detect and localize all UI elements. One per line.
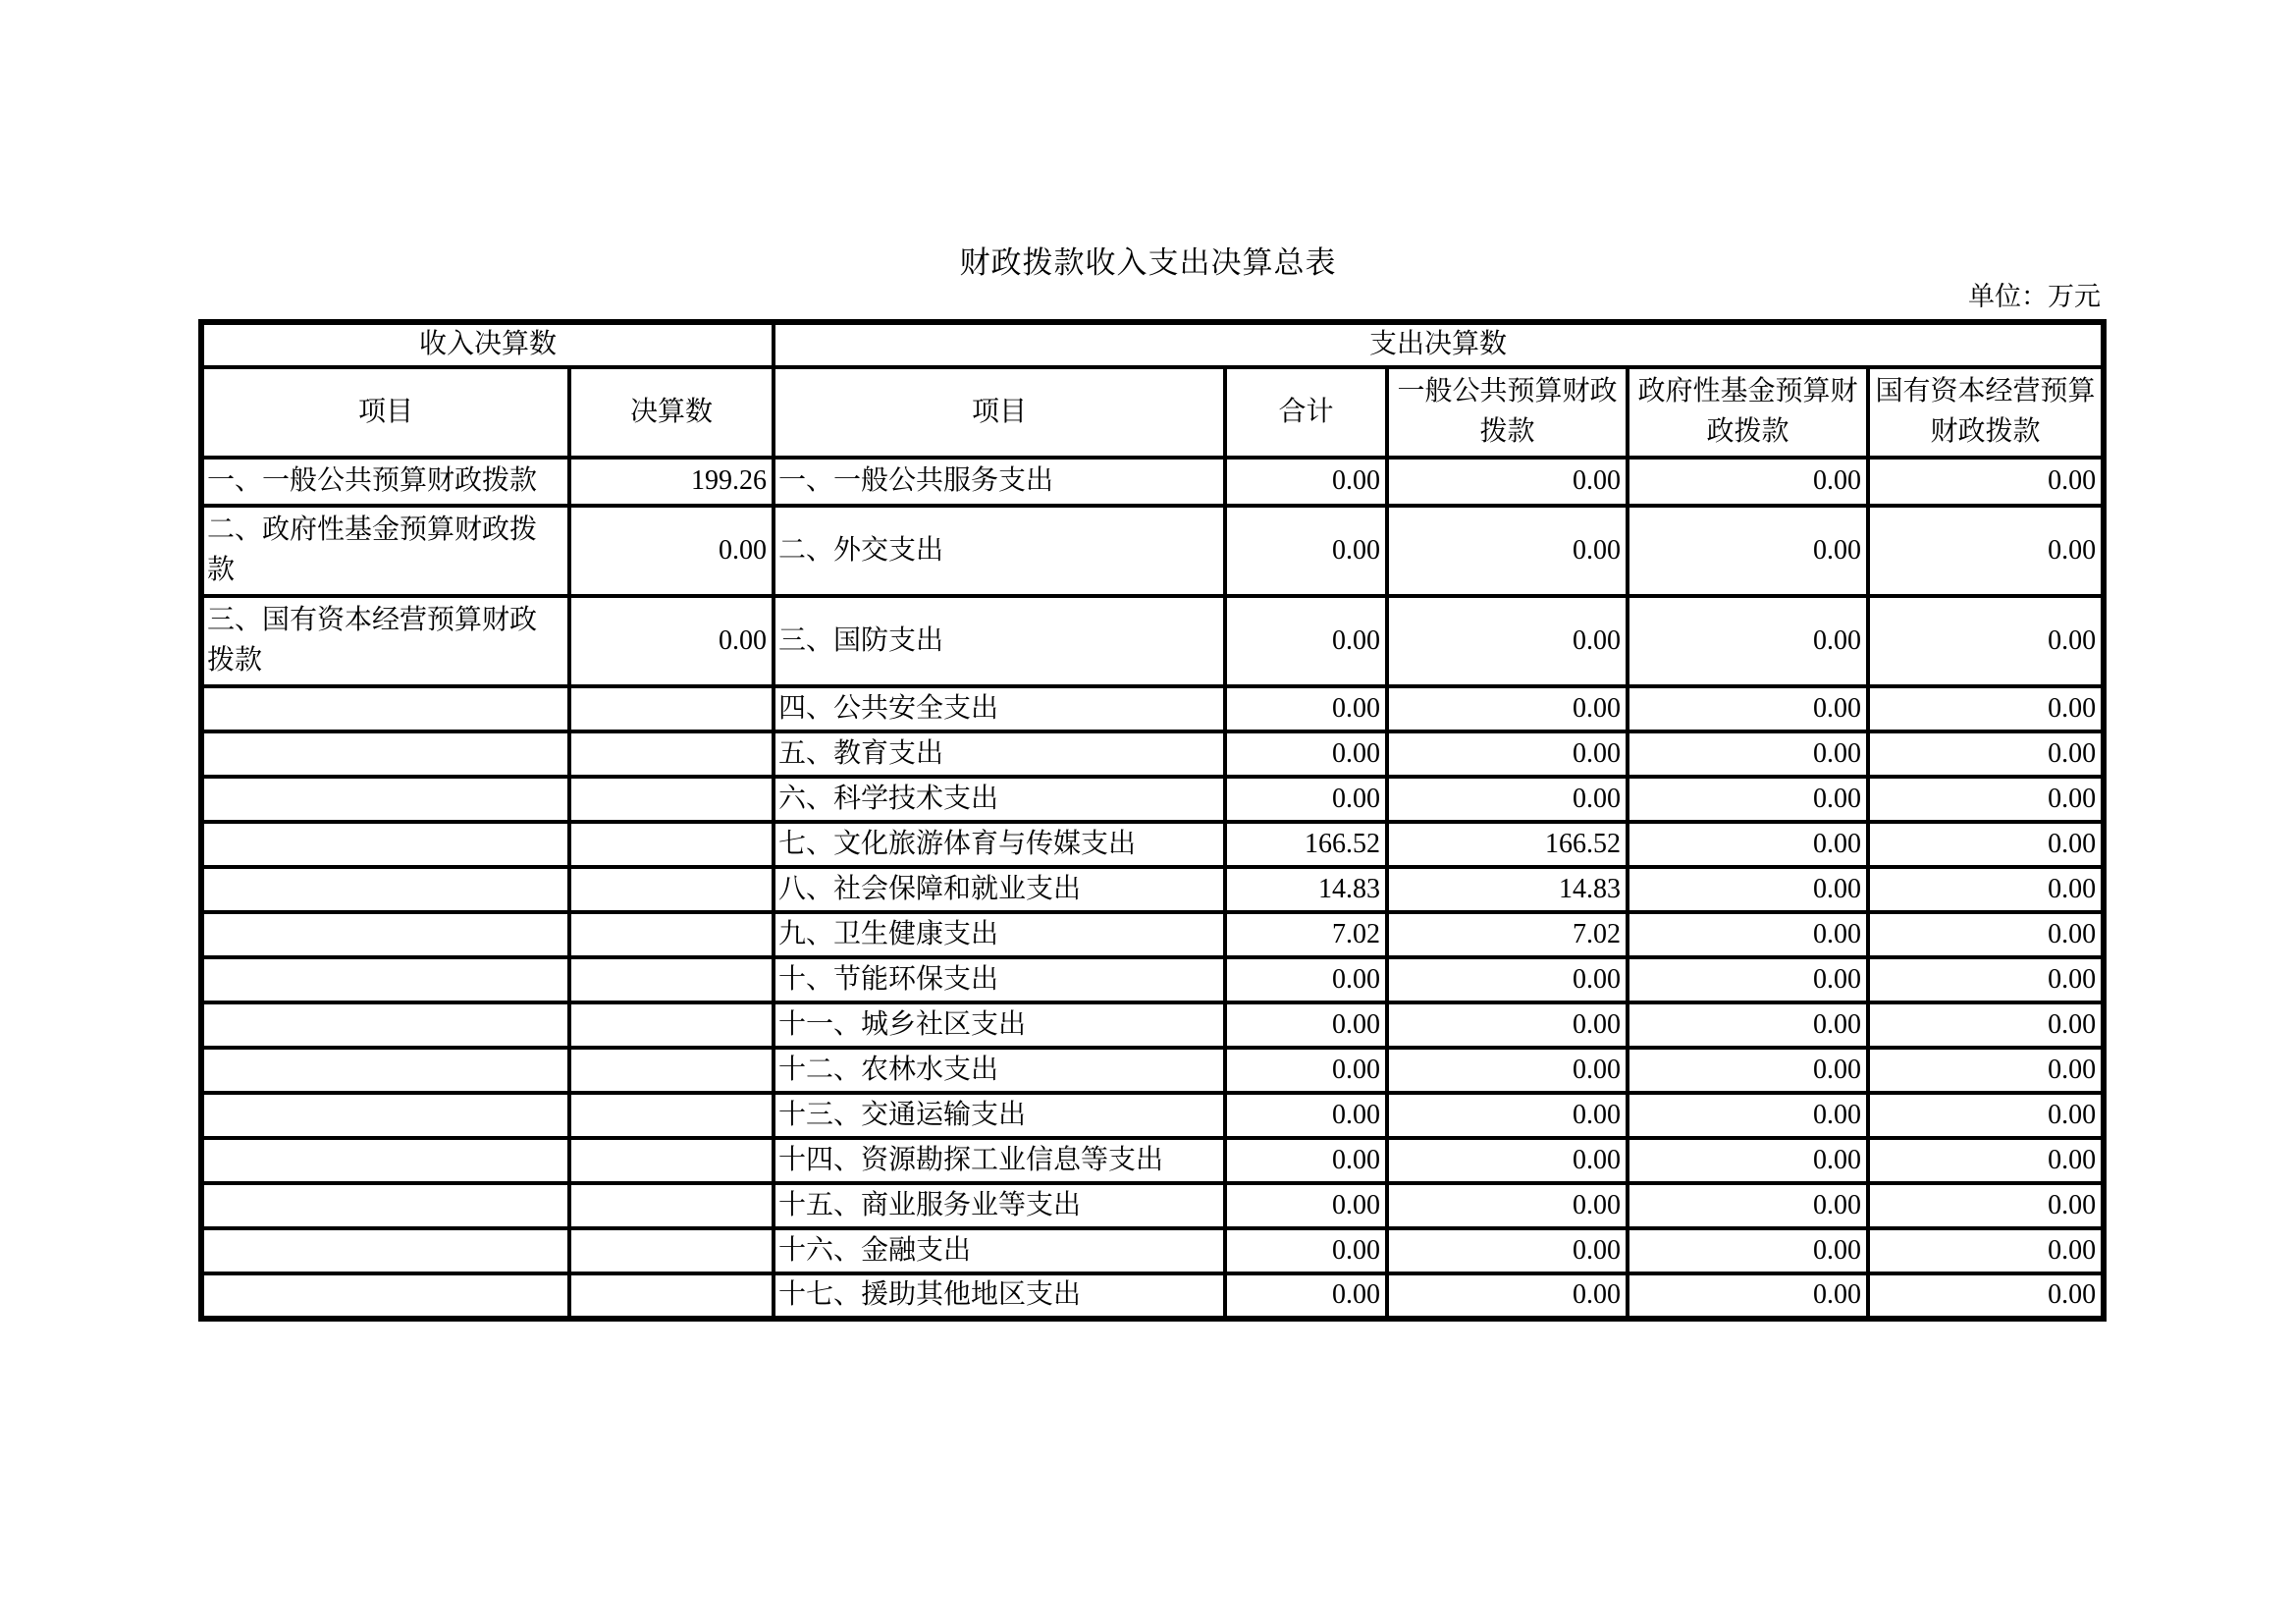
expense-item-cell: 四、公共安全支出 <box>774 686 1225 731</box>
income-item-cell: 一、一般公共预算财政拨款 <box>201 458 569 506</box>
income-amount-cell <box>569 1138 774 1183</box>
table-row <box>201 1183 2104 1228</box>
government-fund-cell: 0.00 <box>1628 912 1868 957</box>
expense-item-cell: 十、节能环保支出 <box>774 957 1225 1002</box>
state-capital-cell: 0.00 <box>1868 867 2104 912</box>
income-item-cell <box>201 1228 569 1273</box>
government-fund-cell: 0.00 <box>1628 957 1868 1002</box>
income-item-cell <box>201 957 569 1002</box>
total-cell: 0.00 <box>1225 1048 1387 1093</box>
government-fund-cell: 0.00 <box>1628 596 1868 686</box>
col-header-government-fund-budget: 政府性基金预算财政拨款 <box>1628 367 1868 458</box>
total-cell: 0.00 <box>1225 1138 1387 1183</box>
table-row <box>201 777 2104 822</box>
income-item-cell <box>201 1138 569 1183</box>
income-item-cell <box>201 1048 569 1093</box>
income-item-cell <box>201 1183 569 1228</box>
general-public-cell: 166.52 <box>1387 822 1628 867</box>
income-section-header: 收入决算数 <box>201 322 774 367</box>
col-header-total: 合计 <box>1225 367 1387 458</box>
income-amount-cell <box>569 1093 774 1138</box>
general-public-cell: 0.00 <box>1387 1093 1628 1138</box>
government-fund-cell: 0.00 <box>1628 1273 1868 1319</box>
expense-item-cell: 十一、城乡社区支出 <box>774 1002 1225 1048</box>
col-header-general-public-budget: 一般公共预算财政拨款 <box>1387 367 1628 458</box>
total-cell: 14.83 <box>1225 867 1387 912</box>
state-capital-cell: 0.00 <box>1868 1228 2104 1273</box>
general-public-cell: 0.00 <box>1387 1048 1628 1093</box>
col-header-income-item: 项目 <box>201 367 569 458</box>
expense-item-cell: 十五、商业服务业等支出 <box>774 1183 1225 1228</box>
government-fund-cell: 0.00 <box>1628 1228 1868 1273</box>
table-row <box>201 1002 2104 1048</box>
income-amount-cell <box>569 731 774 777</box>
table-row <box>201 822 2104 867</box>
total-cell: 7.02 <box>1225 912 1387 957</box>
table-row <box>201 686 2104 731</box>
income-amount-cell <box>569 777 774 822</box>
expense-section-header: 支出决算数 <box>774 322 2104 367</box>
col-header-expense-item: 项目 <box>774 367 1225 458</box>
column-header-row <box>201 367 2104 458</box>
state-capital-cell: 0.00 <box>1868 686 2104 731</box>
state-capital-cell: 0.00 <box>1868 1273 2104 1319</box>
income-item-cell <box>201 867 569 912</box>
total-cell: 0.00 <box>1225 777 1387 822</box>
total-cell: 0.00 <box>1225 957 1387 1002</box>
fiscal-summary-table <box>198 319 2107 1322</box>
table-row <box>201 506 2104 596</box>
expense-item-cell: 七、文化旅游体育与传媒支出 <box>774 822 1225 867</box>
expense-item-cell: 十六、金融支出 <box>774 1228 1225 1273</box>
table-header <box>201 322 2104 458</box>
government-fund-cell: 0.00 <box>1628 1183 1868 1228</box>
table-body <box>201 458 2104 1319</box>
income-amount-cell <box>569 957 774 1002</box>
state-capital-cell: 0.00 <box>1868 1048 2104 1093</box>
income-amount-cell <box>569 1228 774 1273</box>
income-amount-cell <box>569 1048 774 1093</box>
col-header-state-capital-budget: 国有资本经营预算财政拨款 <box>1868 367 2104 458</box>
total-cell: 0.00 <box>1225 1228 1387 1273</box>
table-row <box>201 1138 2104 1183</box>
total-cell: 0.00 <box>1225 506 1387 596</box>
general-public-cell: 0.00 <box>1387 596 1628 686</box>
total-cell: 0.00 <box>1225 731 1387 777</box>
expense-item-cell: 六、科学技术支出 <box>774 777 1225 822</box>
income-amount-cell <box>569 1273 774 1319</box>
state-capital-cell: 0.00 <box>1868 458 2104 506</box>
total-cell: 0.00 <box>1225 1093 1387 1138</box>
general-public-cell: 0.00 <box>1387 1228 1628 1273</box>
table-row <box>201 596 2104 686</box>
expense-item-cell: 八、社会保障和就业支出 <box>774 867 1225 912</box>
government-fund-cell: 0.00 <box>1628 1048 1868 1093</box>
income-amount-cell <box>569 1183 774 1228</box>
total-cell: 0.00 <box>1225 1002 1387 1048</box>
state-capital-cell: 0.00 <box>1868 731 2104 777</box>
general-public-cell: 0.00 <box>1387 1002 1628 1048</box>
government-fund-cell: 0.00 <box>1628 867 1868 912</box>
income-amount-cell: 0.00 <box>569 596 774 686</box>
income-amount-cell <box>569 1002 774 1048</box>
state-capital-cell: 0.00 <box>1868 777 2104 822</box>
expense-item-cell: 十七、援助其他地区支出 <box>774 1273 1225 1319</box>
income-item-cell: 三、国有资本经营预算财政拨款 <box>201 596 569 686</box>
table-row <box>201 1228 2104 1273</box>
government-fund-cell: 0.00 <box>1628 686 1868 731</box>
table-row <box>201 1093 2104 1138</box>
unit-label: 单位：万元 <box>1968 282 2101 311</box>
section-header-row <box>201 322 2104 367</box>
expense-item-cell: 五、教育支出 <box>774 731 1225 777</box>
income-item-cell <box>201 912 569 957</box>
expense-item-cell: 一、一般公共服务支出 <box>774 458 1225 506</box>
income-item-cell <box>201 686 569 731</box>
expense-item-cell: 九、卫生健康支出 <box>774 912 1225 957</box>
general-public-cell: 0.00 <box>1387 731 1628 777</box>
income-amount-cell <box>569 822 774 867</box>
table-row <box>201 957 2104 1002</box>
col-header-income-amount: 决算数 <box>569 367 774 458</box>
income-item-cell: 二、政府性基金预算财政拨款 <box>201 506 569 596</box>
government-fund-cell: 0.00 <box>1628 458 1868 506</box>
income-item-cell <box>201 822 569 867</box>
expense-item-cell: 二、外交支出 <box>774 506 1225 596</box>
table-row <box>201 867 2104 912</box>
income-item-cell <box>201 1002 569 1048</box>
government-fund-cell: 0.00 <box>1628 506 1868 596</box>
government-fund-cell: 0.00 <box>1628 1138 1868 1183</box>
income-amount-cell: 199.26 <box>569 458 774 506</box>
government-fund-cell: 0.00 <box>1628 777 1868 822</box>
general-public-cell: 0.00 <box>1387 458 1628 506</box>
page-title: 财政拨款收入支出决算总表 <box>959 245 1337 280</box>
total-cell: 0.00 <box>1225 686 1387 731</box>
general-public-cell: 0.00 <box>1387 686 1628 731</box>
general-public-cell: 0.00 <box>1387 1273 1628 1319</box>
expense-item-cell: 十三、交通运输支出 <box>774 1093 1225 1138</box>
state-capital-cell: 0.00 <box>1868 596 2104 686</box>
government-fund-cell: 0.00 <box>1628 731 1868 777</box>
income-amount-cell <box>569 912 774 957</box>
income-item-cell <box>201 1093 569 1138</box>
table-row <box>201 731 2104 777</box>
total-cell: 166.52 <box>1225 822 1387 867</box>
income-amount-cell: 0.00 <box>569 506 774 596</box>
general-public-cell: 0.00 <box>1387 777 1628 822</box>
government-fund-cell: 0.00 <box>1628 822 1868 867</box>
income-item-cell <box>201 1273 569 1319</box>
general-public-cell: 14.83 <box>1387 867 1628 912</box>
general-public-cell: 0.00 <box>1387 1183 1628 1228</box>
expense-item-cell: 十四、资源勘探工业信息等支出 <box>774 1138 1225 1183</box>
state-capital-cell: 0.00 <box>1868 1183 2104 1228</box>
income-item-cell <box>201 731 569 777</box>
state-capital-cell: 0.00 <box>1868 506 2104 596</box>
table-row <box>201 1273 2104 1319</box>
state-capital-cell: 0.00 <box>1868 1002 2104 1048</box>
expense-item-cell: 十二、农林水支出 <box>774 1048 1225 1093</box>
table-row <box>201 1048 2104 1093</box>
state-capital-cell: 0.00 <box>1868 957 2104 1002</box>
general-public-cell: 0.00 <box>1387 1138 1628 1183</box>
table-row <box>201 912 2104 957</box>
general-public-cell: 7.02 <box>1387 912 1628 957</box>
state-capital-cell: 0.00 <box>1868 822 2104 867</box>
state-capital-cell: 0.00 <box>1868 1138 2104 1183</box>
government-fund-cell: 0.00 <box>1628 1002 1868 1048</box>
income-amount-cell <box>569 686 774 731</box>
state-capital-cell: 0.00 <box>1868 1093 2104 1138</box>
general-public-cell: 0.00 <box>1387 506 1628 596</box>
total-cell: 0.00 <box>1225 1183 1387 1228</box>
state-capital-cell: 0.00 <box>1868 912 2104 957</box>
income-item-cell <box>201 777 569 822</box>
income-amount-cell <box>569 867 774 912</box>
table-row <box>201 458 2104 506</box>
total-cell: 0.00 <box>1225 596 1387 686</box>
general-public-cell: 0.00 <box>1387 957 1628 1002</box>
expense-item-cell: 三、国防支出 <box>774 596 1225 686</box>
government-fund-cell: 0.00 <box>1628 1093 1868 1138</box>
total-cell: 0.00 <box>1225 458 1387 506</box>
total-cell: 0.00 <box>1225 1273 1387 1319</box>
